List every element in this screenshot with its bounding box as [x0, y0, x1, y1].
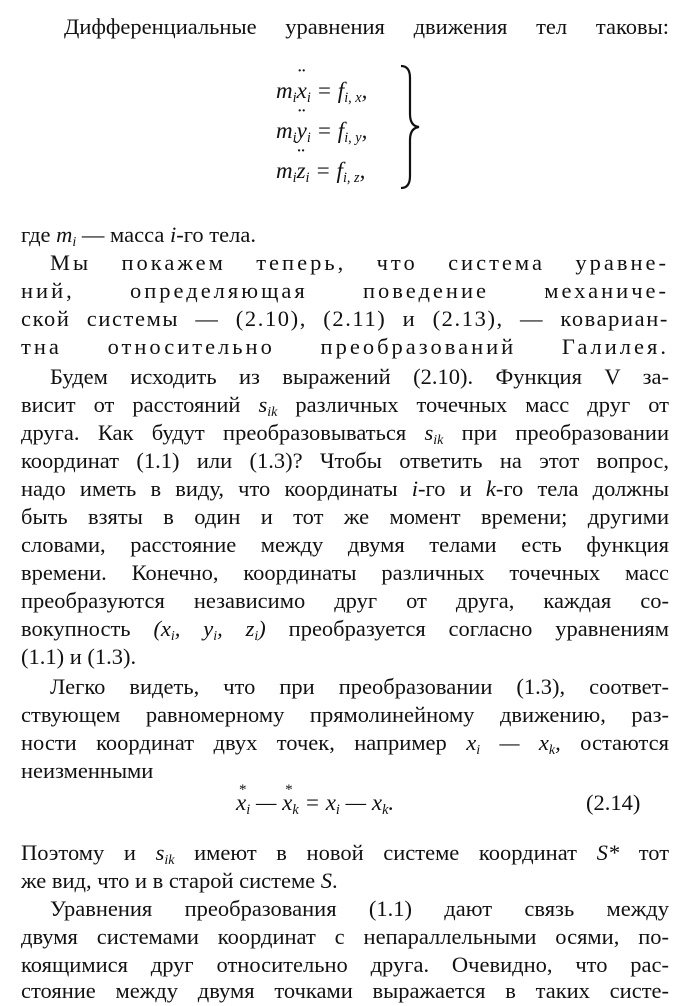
text-line: вокупность ($x_i$, $y_i$, $z_i$) преобразуется согласно уравнениям [21, 616, 670, 644]
text-line: надо иметь в виду, что координаты i-го и k-го тела должны [21, 476, 670, 501]
text-line: висит от расстояний $s_{ik}$ различных точечных масс друг от [21, 392, 670, 420]
text-line: Дифференциальные уравнения движения тел таковы: [64, 14, 669, 39]
right-brace-icon [398, 64, 422, 190]
equation-z: $m_i¨$ $z_i = f_{i, z}$, [276, 156, 365, 186]
text-line: неизменными [21, 758, 154, 783]
text-line: быть взяты в один и тот же момент времени; другими [21, 504, 669, 529]
text-line: (1.1) и (1.3). [21, 644, 137, 669]
equation-x: $m_i¨$ $x_i = f_{i, x}$, [276, 76, 367, 106]
text-line: двумя системами координат с непараллельными осями, по- [21, 924, 669, 949]
equation-y: $m_i¨$ $y_i = f_{i, y}$, [276, 116, 367, 146]
text-line: координат (1.1) или (1.3)? Чтобы ответить на этот вопрос, [21, 448, 669, 473]
text-line: времени. Конечно, координаты различных точечных масс [21, 560, 669, 585]
text-line: преобразуются независимо друг от друга, каждая со- [21, 588, 669, 613]
text-line: Будем исходить из выражений (2.10). Функция V за- [50, 364, 669, 389]
text-line: ности координат двух точек, например $x_i$ — $x_k$, остаются [21, 730, 670, 758]
text-line: ской системы — (2.10), (2.11) и (2.13), — ковариан- [21, 306, 669, 331]
text-line: ствующем равномерному прямолинейному движению, раз- [21, 702, 669, 727]
equation-2-14: x $*_i$ — x $*_k = x_i$ — $x_k$. [236, 788, 394, 818]
text-line: Поэтому и $s_{ik}$ имеют в новой системе координат S* тот [21, 840, 670, 868]
text-line: друга. Как будут преобразовываться $s_{ik}$ при преобразовании [21, 420, 669, 448]
text-line: же вид, что и в старой системе S. [21, 868, 338, 893]
text-line: словами, расстояние между двумя телами есть функция [21, 532, 669, 557]
text-line: Мы покажем теперь, что система уравне- [50, 250, 669, 275]
text-line: Легко видеть, что при преобразовании (1.3), соответ- [50, 674, 669, 699]
equation-number: (2.14) [586, 790, 641, 815]
text-line: Уравнения преобразования (1.1) дают связь между [50, 896, 669, 921]
text-line: коящимися друг относительно друга. Очевидно, что рас- [21, 952, 669, 977]
text-line: тна относительно преобразований Галилея. [21, 334, 669, 359]
text-line: ний, определяющая поведение механиче- [21, 278, 669, 303]
text-line: стояние между двумя точками выражается в таких систе- [21, 978, 669, 1003]
text-line: где $m_i$ — масса i-го тела. [21, 222, 256, 250]
